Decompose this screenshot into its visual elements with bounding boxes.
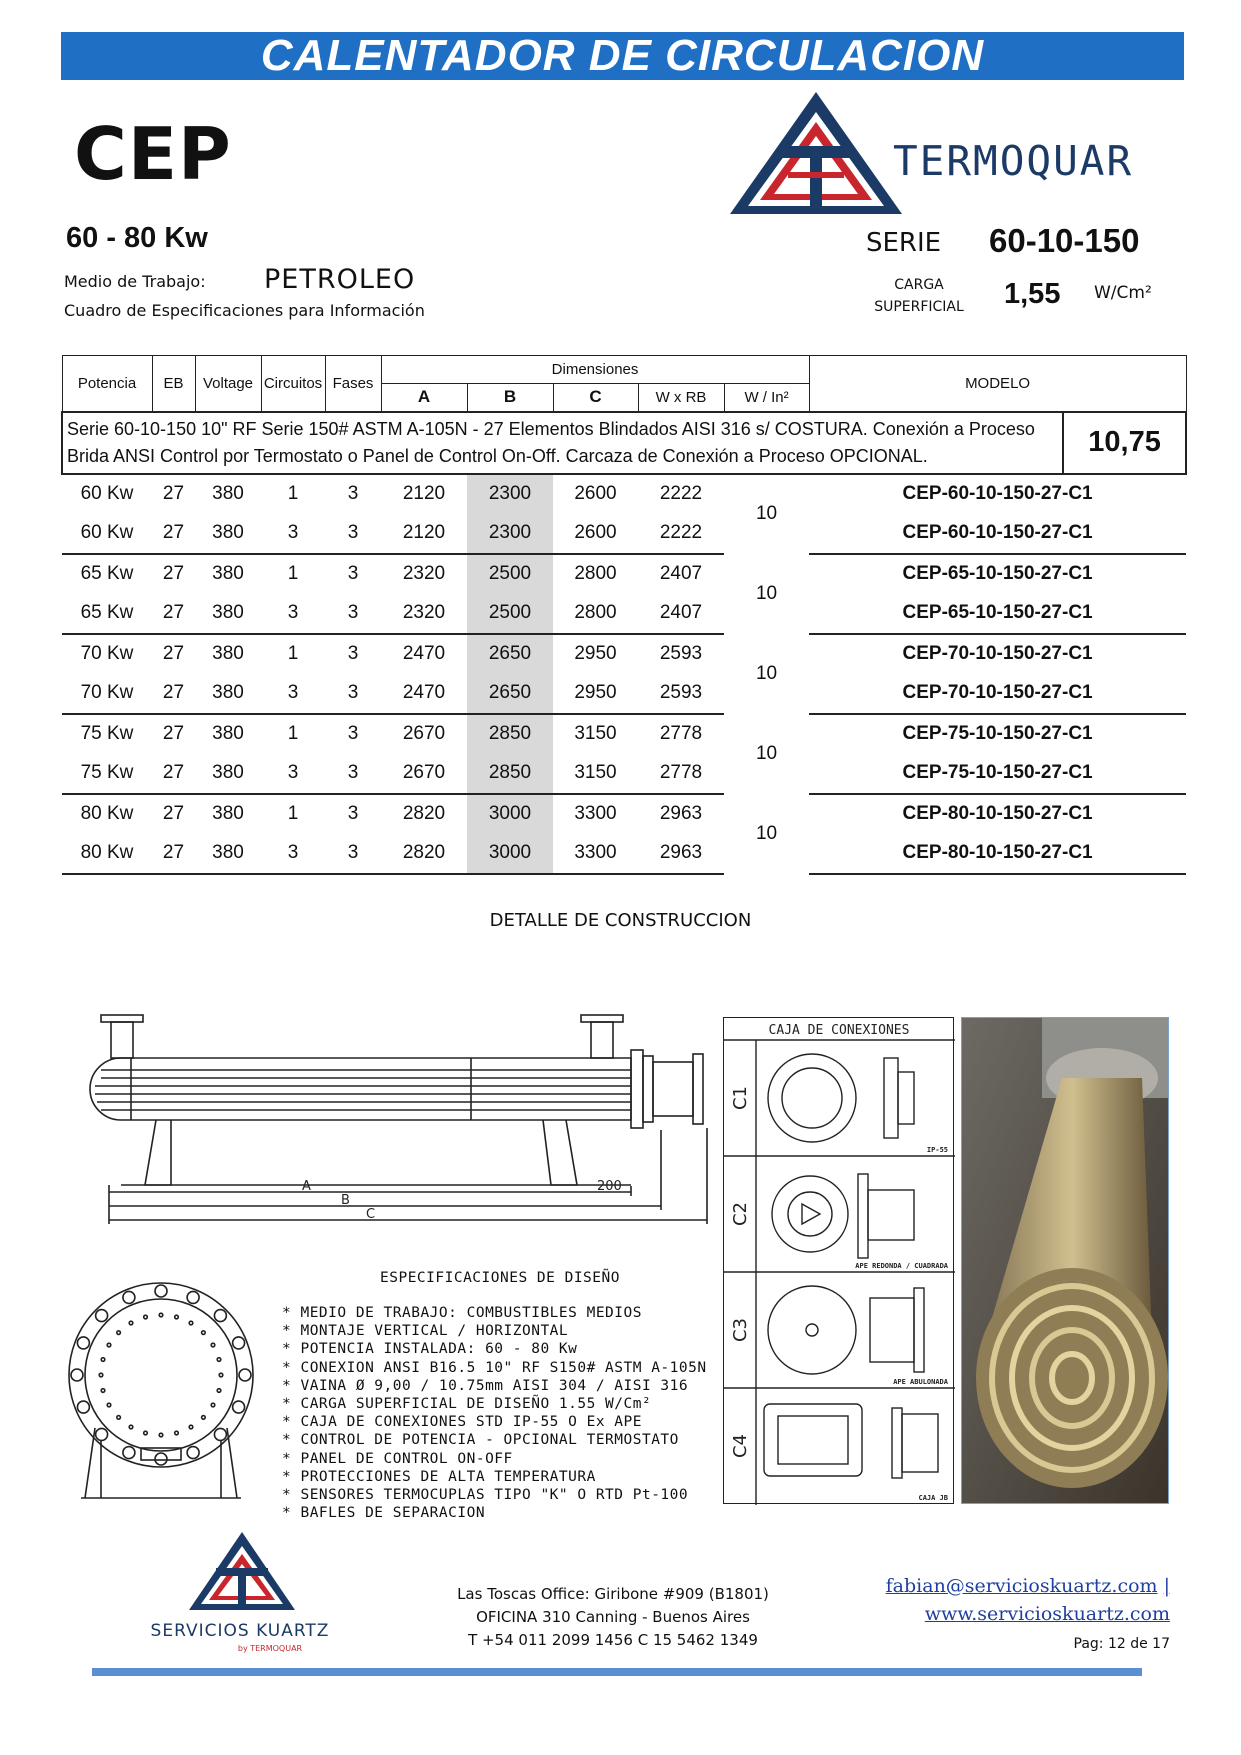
power-range: 60 - 80 Kw <box>66 222 208 254</box>
element-hole <box>189 1321 193 1325</box>
table-group <box>62 554 1186 634</box>
servicios-kuartz-logo <box>150 1532 345 1662</box>
table-row <box>62 834 1186 874</box>
spec-item: * BAFLES DE SEPARACION <box>282 1504 707 1522</box>
bolt-hole <box>71 1369 83 1381</box>
address-line-3: T +54 011 2099 1456 C 15 5462 1349 <box>468 1631 758 1649</box>
cell-wxrb: 2407 <box>659 563 703 584</box>
conn-caption-c2: APE REDONDA / CUADRADA <box>855 1262 948 1270</box>
conn-caption-c3: APE ABULONADA <box>893 1378 948 1386</box>
bolt-hole <box>155 1285 167 1297</box>
cell-modelo: CEP-60-10-150-27-C1 <box>902 483 1093 504</box>
col-potencia: Potencia <box>62 356 152 412</box>
element-hole <box>211 1403 215 1407</box>
cell-c: 2800 <box>553 594 638 634</box>
cell-a: 2320 <box>381 594 467 634</box>
element-hole <box>101 1389 105 1393</box>
cell-circuitos: 3 <box>261 514 325 554</box>
cell-circuitos: 3 <box>261 594 325 634</box>
cell-eb: 27 <box>152 514 195 554</box>
cell-circuitos: 1 <box>287 483 299 504</box>
element-hole <box>189 1425 193 1429</box>
cell-a: 2320 <box>402 563 446 584</box>
cell-potencia: 75 Kw <box>62 754 152 794</box>
surface-load-value: 1,55 <box>1004 278 1061 310</box>
cell-c: 3300 <box>574 803 617 824</box>
cell-voltage: 380 <box>212 723 244 744</box>
serie-label: SERIE <box>866 228 942 258</box>
table-row <box>62 714 1186 754</box>
table-row <box>62 594 1186 634</box>
table-group <box>62 474 1186 554</box>
wxrb-value: 10,75 <box>1063 412 1186 474</box>
cell-wxrb: 2593 <box>638 674 724 714</box>
cell-modelo: CEP-80-10-150-27-C1 <box>809 834 1186 874</box>
bolt-hole <box>233 1337 245 1349</box>
cell-wxrb: 2407 <box>638 594 724 634</box>
cell-wxrb: 2778 <box>638 754 724 794</box>
col-a: A <box>381 384 467 412</box>
col-dimensiones: Dimensiones <box>381 356 809 384</box>
cell-fases: 3 <box>347 563 359 584</box>
footer-contact <box>880 1572 1170 1628</box>
table-row <box>62 474 1186 514</box>
cell-c: 2600 <box>553 514 638 554</box>
cell-voltage: 380 <box>195 834 261 874</box>
spec-item: * MEDIO DE TRABAJO: COMBUSTIBLES MEDIOS <box>282 1304 707 1322</box>
element-hole <box>99 1373 103 1377</box>
element-hole <box>107 1343 111 1347</box>
table-group <box>62 794 1186 874</box>
conn-code-c2: C2 <box>730 1201 751 1227</box>
cell-eb: 27 <box>162 643 185 664</box>
spec-item: * POTENCIA INSTALADA: 60 - 80 Kw <box>282 1340 707 1358</box>
dim-label-a: A <box>302 1179 311 1194</box>
cell-circuitos: 1 <box>287 563 299 584</box>
element-hole <box>107 1403 111 1407</box>
cell-voltage: 380 <box>212 563 244 584</box>
element-hole <box>159 1433 163 1437</box>
element-hole <box>202 1416 206 1420</box>
bolt-hole <box>96 1428 108 1440</box>
cell-circuitos: 3 <box>261 674 325 714</box>
element-hole <box>219 1373 223 1377</box>
cell-a: 2820 <box>381 834 467 874</box>
element-hole <box>101 1358 105 1362</box>
cell-eb: 27 <box>152 594 195 634</box>
bolt-hole <box>123 1291 135 1303</box>
footer-company-sub: by TERMOQUAR <box>237 1644 303 1653</box>
address-line-2: OFICINA 310 Canning - Buenos Aires <box>476 1608 750 1626</box>
spec-item: * CONEXION ANSI B16.5 10" RF S150# ASTM A-105N <box>282 1359 707 1377</box>
cell-win2: 10 <box>755 582 778 604</box>
col-c: C <box>553 384 638 412</box>
cell-modelo: CEP-75-10-150-27-C1 <box>809 754 1186 794</box>
table-row <box>62 554 1186 594</box>
contact-separator: | <box>1163 1575 1170 1597</box>
cell-c: 2600 <box>574 483 617 504</box>
element-hole <box>202 1331 206 1335</box>
page-number: Pag: 12 de 17 <box>1073 1636 1170 1652</box>
cell-b: 2500 <box>467 554 553 594</box>
element-hole <box>117 1331 121 1335</box>
spec-item: * MONTAJE VERTICAL / HORIZONTAL <box>282 1322 707 1340</box>
table-group <box>62 714 1186 794</box>
cell-wxrb: 2222 <box>638 514 724 554</box>
cell-win2: 10 <box>755 503 778 524</box>
spec-item: * CONTROL DE POTENCIA - OPCIONAL TERMOSTATO <box>282 1431 707 1449</box>
cell-win2: 10 <box>755 662 778 684</box>
cell-a: 2120 <box>381 514 467 554</box>
element-hole <box>175 1315 179 1319</box>
table-row <box>62 794 1186 834</box>
col-b: B <box>467 384 553 412</box>
cell-a: 2470 <box>402 643 446 664</box>
cell-a: 2670 <box>402 723 446 744</box>
cell-a: 2120 <box>402 483 446 504</box>
cell-fases: 3 <box>347 483 359 504</box>
cell-potencia: 70 Kw <box>62 674 152 714</box>
col-eb: EB <box>152 356 195 412</box>
col-fases: Fases <box>325 356 381 412</box>
brand-name: TERMOQUAR <box>893 137 1134 185</box>
cell-eb: 27 <box>152 674 195 714</box>
conn-code-c1: C1 <box>730 1085 751 1111</box>
page-title-banner: CALENTADOR DE CIRCULACION <box>61 32 1184 80</box>
cell-c: 3150 <box>553 754 638 794</box>
cell-modelo: CEP-75-10-150-27-C1 <box>902 723 1093 744</box>
col-voltage: Voltage <box>195 356 261 412</box>
cell-win2: 10 <box>755 822 778 844</box>
element-hole <box>217 1389 221 1393</box>
cell-modelo: CEP-70-10-150-27-C1 <box>902 643 1093 664</box>
spec-item: * SENSORES TERMOCUPLAS TIPO "K" O RTD Pt-100 <box>282 1486 707 1504</box>
cell-voltage: 380 <box>195 674 261 714</box>
table-group <box>62 634 1186 714</box>
bolt-hole <box>214 1428 226 1440</box>
website-link[interactable]: www.servicioskuartz.com <box>924 1603 1170 1625</box>
cell-b: 2850 <box>467 714 553 754</box>
col-modelo: MODELO <box>809 356 1186 412</box>
cell-circuitos: 3 <box>261 834 325 874</box>
table-row <box>62 754 1186 794</box>
bolt-hole <box>239 1369 251 1381</box>
cell-b: 2650 <box>467 674 553 714</box>
element-hole <box>144 1431 148 1435</box>
surface-load-unit: W/Cm² <box>1094 283 1152 303</box>
cell-modelo: CEP-65-10-150-27-C1 <box>809 594 1186 634</box>
cell-modelo: CEP-70-10-150-27-C1 <box>809 674 1186 714</box>
cell-a: 2470 <box>381 674 467 714</box>
conn-box-title: CAJA DE CONEXIONES <box>768 1023 910 1038</box>
element-hole <box>129 1425 133 1429</box>
cell-potencia: 65 Kw <box>80 563 134 584</box>
address-line-1: Las Toscas Office: Giribone #909 (B1801) <box>457 1585 769 1603</box>
product-code: CEP <box>74 112 232 196</box>
medium-label: Medio de Trabajo: <box>64 272 206 291</box>
cell-fases: 3 <box>325 514 381 554</box>
bolt-hole <box>123 1447 135 1459</box>
conn-caption-c1: IP-55 <box>926 1146 948 1154</box>
cell-circuitos: 1 <box>287 723 299 744</box>
element-hole <box>217 1358 221 1362</box>
cell-fases: 3 <box>325 594 381 634</box>
cell-eb: 27 <box>162 803 185 824</box>
cell-c: 2800 <box>574 563 617 584</box>
cell-eb: 27 <box>152 754 195 794</box>
cell-b: 2300 <box>467 514 553 554</box>
footer-address <box>430 1583 796 1652</box>
termoquar-logo <box>726 88 906 218</box>
heater-bundle-photo <box>961 1017 1169 1504</box>
col-circuitos: Circuitos <box>261 356 325 412</box>
table-row <box>62 634 1186 674</box>
footer-company: SERVICIOS KUARTZ <box>150 1621 330 1641</box>
cell-circuitos: 3 <box>261 754 325 794</box>
cell-fases: 3 <box>325 754 381 794</box>
cell-potencia: 60 Kw <box>62 514 152 554</box>
cell-b: 2300 <box>467 474 553 514</box>
cell-voltage: 380 <box>212 803 244 824</box>
cell-c: 2950 <box>553 674 638 714</box>
cell-modelo: CEP-80-10-150-27-C1 <box>902 803 1093 824</box>
spec-subtitle: Cuadro de Especificaciones para Información <box>64 301 425 320</box>
spec-item: * PANEL DE CONTROL ON-OFF <box>282 1450 707 1468</box>
bolt-hole <box>187 1291 199 1303</box>
cell-modelo: CEP-65-10-150-27-C1 <box>902 563 1093 584</box>
cell-voltage: 380 <box>195 514 261 554</box>
cell-eb: 27 <box>162 563 185 584</box>
conn-caption-c4: CAJA JB <box>918 1494 948 1502</box>
cell-circuitos: 1 <box>287 643 299 664</box>
cell-modelo: CEP-60-10-150-27-C1 <box>809 514 1186 554</box>
cell-c: 3150 <box>574 723 617 744</box>
construction-title: DETALLE DE CONSTRUCCION <box>489 910 752 931</box>
spec-table <box>61 355 1187 875</box>
cell-wxrb: 2963 <box>659 803 703 824</box>
cell-wxrb: 2593 <box>659 643 703 664</box>
medium-value: PETROLEO <box>264 264 416 295</box>
cell-a: 2820 <box>402 803 446 824</box>
flange-bolts <box>71 1285 251 1465</box>
cell-voltage: 380 <box>195 594 261 634</box>
cell-wxrb: 2778 <box>659 723 703 744</box>
cell-b: 2500 <box>467 594 553 634</box>
bolt-hole <box>77 1337 89 1349</box>
cell-potencia: 80 Kw <box>80 803 134 824</box>
bolt-hole <box>214 1310 226 1322</box>
footer-divider <box>92 1668 1142 1676</box>
bolt-hole <box>187 1447 199 1459</box>
cell-potencia: 65 Kw <box>62 594 152 634</box>
cell-voltage: 380 <box>212 483 244 504</box>
cell-fases: 3 <box>347 723 359 744</box>
cell-win2: 10 <box>755 742 778 764</box>
cell-eb: 27 <box>162 483 185 504</box>
col-wxrb: W x RB <box>638 384 724 412</box>
email-link[interactable]: fabian@servicioskuartz.com <box>885 1575 1158 1597</box>
spec-item: * VAINA Ø 9,00 / 10.75mm AISI 304 / AISI 316 <box>282 1377 707 1395</box>
design-specs-title: ESPECIFICACIONES DE DISEÑO <box>380 1270 620 1286</box>
cell-voltage: 380 <box>195 754 261 794</box>
dim-label-offset: 200 <box>597 1179 622 1194</box>
element-hole <box>144 1315 148 1319</box>
bolt-hole <box>233 1401 245 1413</box>
element-hole <box>129 1321 133 1325</box>
cell-fases: 3 <box>347 643 359 664</box>
cell-a: 2670 <box>381 754 467 794</box>
cell-voltage: 380 <box>212 643 244 664</box>
cell-b: 3000 <box>467 794 553 834</box>
element-hole <box>159 1313 163 1317</box>
series-description: Serie 60-10-150 10" RF Serie 150# ASTM A-105N - 27 Elementos Blindados AISI 316 s/ COSTURA. Conexión a Proceso Brida ANSI Control por Termostato o Panel de Control On-Off. Carcaza de Conexión a Proceso OPCIONAL. <box>62 412 1063 474</box>
spec-item: * PROTECCIONES DE ALTA TEMPERATURA <box>282 1468 707 1486</box>
cell-potencia: 70 Kw <box>80 643 134 664</box>
cell-potencia: 80 Kw <box>62 834 152 874</box>
cell-eb: 27 <box>152 834 195 874</box>
cell-c: 3300 <box>553 834 638 874</box>
cell-circuitos: 1 <box>287 803 299 824</box>
cell-b: 2650 <box>467 634 553 674</box>
cell-wxrb: 2963 <box>638 834 724 874</box>
bolt-hole <box>96 1310 108 1322</box>
serie-value: 60-10-150 <box>989 222 1140 259</box>
cell-potencia: 75 Kw <box>80 723 134 744</box>
col-win2: W / In² <box>724 384 809 412</box>
cell-fases: 3 <box>325 674 381 714</box>
cell-c: 2950 <box>574 643 617 664</box>
connection-box-panel <box>723 1017 954 1504</box>
cell-b: 3000 <box>467 834 553 874</box>
bolt-hole <box>155 1453 167 1465</box>
cell-potencia: 60 Kw <box>80 483 134 504</box>
element-hole <box>175 1431 179 1435</box>
conn-code-c3: C3 <box>730 1317 751 1343</box>
cell-wxrb: 2222 <box>659 483 703 504</box>
surface-load-label <box>856 274 982 318</box>
element-hole <box>211 1343 215 1347</box>
cell-b: 2850 <box>467 754 553 794</box>
table-row <box>62 514 1186 554</box>
surface-load-label-line2: SUPERFICIAL <box>874 299 964 315</box>
dim-label-c: C <box>366 1207 376 1222</box>
cell-fases: 3 <box>325 834 381 874</box>
cell-eb: 27 <box>162 723 185 744</box>
element-hole <box>117 1416 121 1420</box>
conn-code-c4: C4 <box>730 1433 751 1459</box>
cell-fases: 3 <box>347 803 359 824</box>
spec-item: * CAJA DE CONEXIONES STD IP-55 O Ex APE <box>282 1413 707 1431</box>
dim-label-b: B <box>341 1193 350 1208</box>
bolt-hole <box>77 1401 89 1413</box>
table-row <box>62 674 1186 714</box>
spec-item: * CARGA SUPERFICIAL DE DISEÑO 1.55 W/Cm² <box>282 1395 707 1413</box>
surface-load-label-line1: CARGA <box>894 277 944 293</box>
